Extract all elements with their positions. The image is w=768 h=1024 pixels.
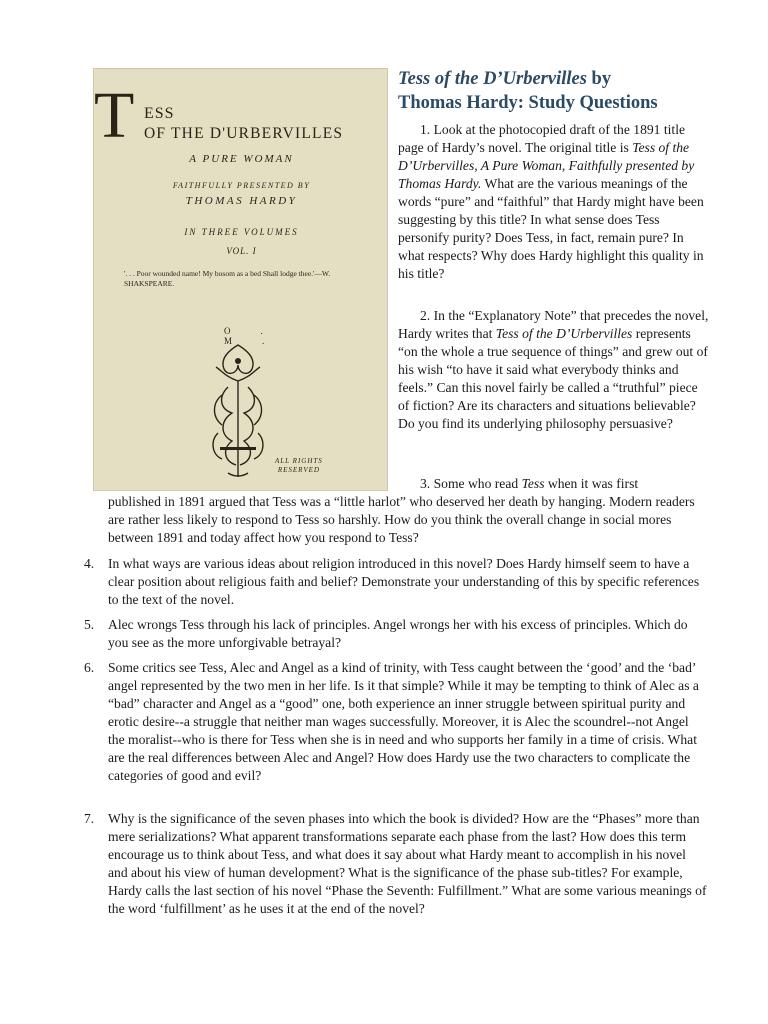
cover-epigraph: '. . . Poor wounded name! My bosom as a bed Shall lodge thee.'—W. SHAKSPEARE. [124,269,331,288]
list-item-number: 4. [84,556,95,571]
title-by: by [586,69,612,89]
cover-big-letter: T [94,79,135,152]
q1-text-post: What are the various meanings of the words “pure” and “faithful” that Hardy might have been suggesting by this title? In what sense does Tess personify purity? Does Tess, in fact, remain pure? In what respects? Why does Hardy highlight this quality in his title? [398,176,704,281]
question-3-continued: published in 1891 argued that Tess was a “little harlot” who deserved her death by hanging. Modern readers are rather less likely to respond to Tess so harshly. How do you think the overall change in social mores between 1891 and today affect how you respond to Tess? [108,494,695,545]
q2-text-italic: Tess of the D’Urbervilles [495,326,633,341]
cover-rights [275,457,323,475]
page-title [398,67,698,115]
q1-text-pre: 1. Look at the photocopied draft of the 1891 title page of Hardy’s novel. The original title is [398,122,686,155]
list-item-text: Alec wrongs Tess through his lack of principles. Angel wrongs her with his excess of principles. Which do you see as the more unforgivable betrayal? [108,617,688,650]
title-line2: Thomas Hardy: Study Questions [398,93,658,113]
cover-author: THOMAS HARDY [185,195,298,207]
q1-text-italic: Tess of the D’Urbervilles, A Pure Woman, Faithfully presented by Thomas Hardy. [398,140,695,191]
q3-text-pre: 3. Some who read [420,476,522,491]
cover-monogram: O. M. [224,326,295,346]
q2-text-pre: 2. In the “Explanatory Note” that precedes the novel, Hardy writes that [398,308,709,341]
cover-rights-line1: ALL RIGHTS [275,457,323,465]
q2-text-post: represents “on the whole a true sequence of things” and grew out of his wish “to have it said what everybody thinks and feels.” Can this novel fairly be called a “truthful” piece of fiction? Are its characters and situations believable? Do you find its underlying philosophy persuasive? [398,326,708,431]
list-item-text: Some critics see Tess, Alec and Angel as a kind of trinity, with Tess caught between the ‘good’ and the ‘bad’ angel represented by the two men in her life. Is it that simple? While it may be tempting to think of Alec as a “bad” character and Angel as a “good” one, both experience an inner struggle between spiritual purity and erotic desire--a struggle that neither man wages successfully. Moreover, it is Alec the scoundrel--not Angel the moralist--who is there for Tess when she is in need and who supports her family in a time of crisis. What are the real differences between Alec and Angel? How does Hardy use the two characters to complicate the categories of good and evil? [108,660,699,783]
cover-subtitle: A PURE WOMAN [189,153,294,165]
list-item-number: 5. [84,617,95,632]
question-1 [398,121,710,283]
title-italic: Tess of the D’Urbervilles [398,69,587,89]
list-item-number: 7. [84,811,95,826]
cover-rights-line2: RESERVED [277,466,320,474]
list-item-text: Why is the significance of the seven phases into which the book is divided? How are the “Phases” more than mere serializations? What apparent transformations separate each phase from the last? How does this term encourage us to think about Tess, and what does it say about what Hardy meant to accomplish in his novel and about his view of human development? What is the significance of the phase sub-titles? For example, Hardy calls the last section of his novel “Phase the Seventh: Fulfillment.” What are some various meanings of the word ‘fulfillment’ as he uses it at the end of the novel? [108,811,707,916]
cover-vol: VOL. I [226,246,257,256]
q3-text-italic: Tess [521,476,545,491]
list-item-text: In what ways are various ideas about religion introduced in this novel? Does Hardy himself seem to have a clear position about religious faith and belief? Demonstrate your understanding of this by specific references to the text of the novel. [108,556,700,607]
question-3-start [398,475,710,493]
question-2 [398,307,710,433]
cover-volumes: IN THREE VOLUMES [184,227,299,237]
cover-ess: ESS [144,105,175,122]
printer-emblem-icon [198,337,278,487]
list-item-number: 6. [84,660,95,675]
q3-text-post: when it was first [544,476,639,491]
title-page-image [93,68,388,491]
cover-presented: FAITHFULLY PRESENTED BY [172,181,311,190]
cover-of-line: OF THE D'URBERVILLES [144,125,344,142]
